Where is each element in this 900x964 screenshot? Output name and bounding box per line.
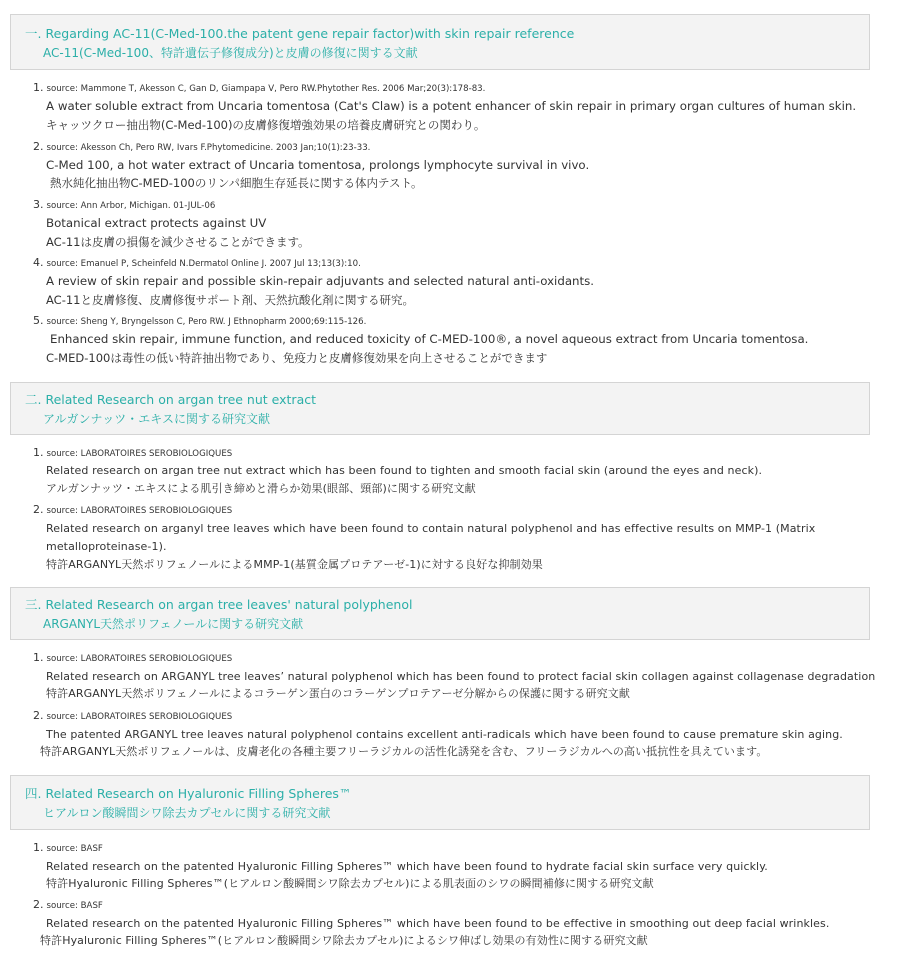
ref-1-4-number-line [33,256,361,271]
ref-source: source: Ann Arbor, Michigan. 01-JUL-06 [46,201,216,211]
ref-source: source: Akesson Ch, Pero RW, Ivars F.Phytomedicine. 2003 Jan;10(1):23-33. [46,143,371,153]
ref-1-2-number-line [33,140,370,155]
ref-1-3-ja: AC-11は皮膚の損傷を減少させることができます。 [46,235,310,249]
ref-3-2-number-line [33,709,232,724]
section-1-header [10,14,870,70]
section-4-heading-en: 四. Related Research on Hyaluronic Filling Spheres™ [25,786,352,801]
section-2-heading-en: 二. Related Research on argan tree nut extract [25,392,316,407]
ref-source: source: Sheng Y, Bryngelsson C, Pero RW. J Ethnopharm 2000;69:115-126. [46,317,367,327]
ref-source: source: Mammone T, Akesson C, Gan D, Giampapa V, Pero RW.Phytother Res. 2006 Mar;20(3):178-83. [46,84,486,94]
ref-number: 2. [33,140,44,153]
ref-4-2-number-line [33,898,103,913]
ref-4-2-ja: 特許Hyaluronic Filling Spheres™(ヒアルロン酸瞬間シワ除去カプセル)によるシワ伸ばし効果の有効性に関する研究文献 [40,934,648,947]
section-2-header [10,382,870,435]
ref-3-1-ja: 特許ARGANYL天然ポリフェノールによるコラーゲン蛋白のコラーゲンプロテアーゼ分解からの保護に関する研究文献 [46,687,630,700]
ref-4-1-en: Related research on the patented Hyaluronic Filling Spheres™ which have been found to hydrate facial skin surface very quickly. [46,860,768,873]
ref-1-5-en: Enhanced skin repair, immune function, and reduced toxicity of C-MED-100®, a novel aqueous extract from Uncaria tomentosa. [50,332,809,346]
ref-4-1-number-line [33,841,103,856]
ref-source: source: LABORATOIRES SEROBIOLOGIQUES [46,712,233,722]
ref-1-5-number-line [33,314,366,329]
section-4-header [10,775,870,830]
section-1-heading-ja: AC-11(C-Med-100、特許遺伝子修復成分)と皮膚の修復に関する文献 [43,46,418,60]
ref-1-4-ja: AC-11と皮膚修復、皮膚修復サポート剤、天然抗酸化剤に関する研究。 [46,293,414,307]
ref-3-2-ja: 特許ARGANYL天然ポリフェノールは、皮膚老化の各種主要フリーラジカルの活性化誘発を含む、フリーラジカルへの高い抵抗性を具えています。 [40,745,768,758]
ref-1-4-en: A review of skin repair and possible skin-repair adjuvants and selected natural anti-oxidants. [46,274,595,288]
section-3-heading-en: 三. Related Research on argan tree leaves' natural polyphenol [25,597,413,612]
ref-1-2-en: C-Med 100, a hot water extract of Uncaria tomentosa, prolongs lymphocyte survival in vivo. [46,158,590,172]
ref-source: source: BASF [46,844,103,854]
ref-2-2-en-cont: metalloproteinase-1). [46,540,167,553]
ref-number: 1. [33,81,44,94]
ref-3-2-en: The patented ARGANYL tree leaves natural polyphenol contains excellent anti-radicals which have been found to cause premature skin aging. [46,728,843,741]
section-2-heading-ja: アルガンナッツ・エキスに関する研究文献 [43,412,271,426]
ref-2-2-en: Related research on arganyl tree leaves which have been found to contain natural polyphenol and has effective results on MMP-1 (Matrix [46,522,816,535]
ref-3-1-en: Related research on ARGANYL tree leaves’ natural polyphenol which has been found to protect facial skin collagen against collagenase degradation [46,670,876,683]
ref-number: 3. [33,198,44,211]
ref-source: source: LABORATOIRES SEROBIOLOGIQUES [46,506,233,516]
ref-number: 5. [33,314,44,327]
ref-1-1-number-line [33,81,485,96]
ref-2-2-ja: 特許ARGANYL天然ポリフェノールによるMMP-1(基質金属プロテアーゼ-1)に対する良好な抑制効果 [46,558,543,571]
ref-4-2-en: Related research on the patented Hyaluronic Filling Spheres™ which have been found to be effective in smoothing out deep facial wrinkles. [46,917,830,930]
ref-1-2-ja: 熱水純化抽出物C-MED-100のリンパ細胞生存延長に関する体内テスト。 [50,176,423,190]
ref-number: 4. [33,256,44,269]
section-1-heading-en: 一. Regarding AC-11(C-Med-100.the patent gene repair factor)with skin repair reference [25,26,575,41]
ref-number: 2. [33,503,44,516]
ref-1-5-ja: C-MED-100は毒性の低い特許抽出物であり、免疫力と皮膚修復効果を向上させることができます [46,351,548,365]
ref-2-1-ja: アルガンナッツ・エキスによる肌引き締めと滑らか効果(眼部、頸部)に関する研究文献 [46,482,476,495]
ref-3-1-number-line [33,651,232,666]
ref-1-3-en: Botanical extract protects against UV [46,216,267,230]
ref-source: source: LABORATOIRES SEROBIOLOGIQUES [46,654,233,664]
ref-number: 2. [33,709,44,722]
ref-2-1-number-line [33,446,232,461]
ref-1-1-ja: キャッツクロー抽出物(C-Med-100)の皮膚修復増強効果の培養皮膚研究との関わり。 [46,118,486,132]
ref-2-2-number-line [33,503,232,518]
ref-source: source: BASF [46,901,103,911]
ref-source: source: LABORATOIRES SEROBIOLOGIQUES [46,449,233,459]
ref-2-1-en: Related research on argan tree nut extract which has been found to tighten and smooth facial skin (around the eyes and neck). [46,464,763,477]
ref-4-1-ja: 特許Hyaluronic Filling Spheres™(ヒアルロン酸瞬間シワ除去カプセル)による肌表面のシワの瞬間補修に関する研究文献 [46,877,654,890]
section-3-header [10,587,870,640]
section-4-heading-ja: ヒアルロン酸瞬間シワ除去カプセルに関する研究文献 [43,806,331,820]
ref-number: 1. [33,841,44,854]
ref-number: 1. [33,446,44,459]
ref-1-1-en: A water soluble extract from Uncaria tomentosa (Cat's Claw) is a potent enhancer of skin repair in primary organ cultures of human skin. [46,99,857,113]
ref-1-3-number-line [33,198,215,213]
ref-source: source: Emanuel P, Scheinfeld N.Dermatol Online J. 2007 Jul 13;13(3):10. [46,259,361,269]
ref-number: 1. [33,651,44,664]
section-3-heading-ja: ARGANYL天然ポリフェノールに関する研究文献 [43,617,304,631]
ref-number: 2. [33,898,44,911]
